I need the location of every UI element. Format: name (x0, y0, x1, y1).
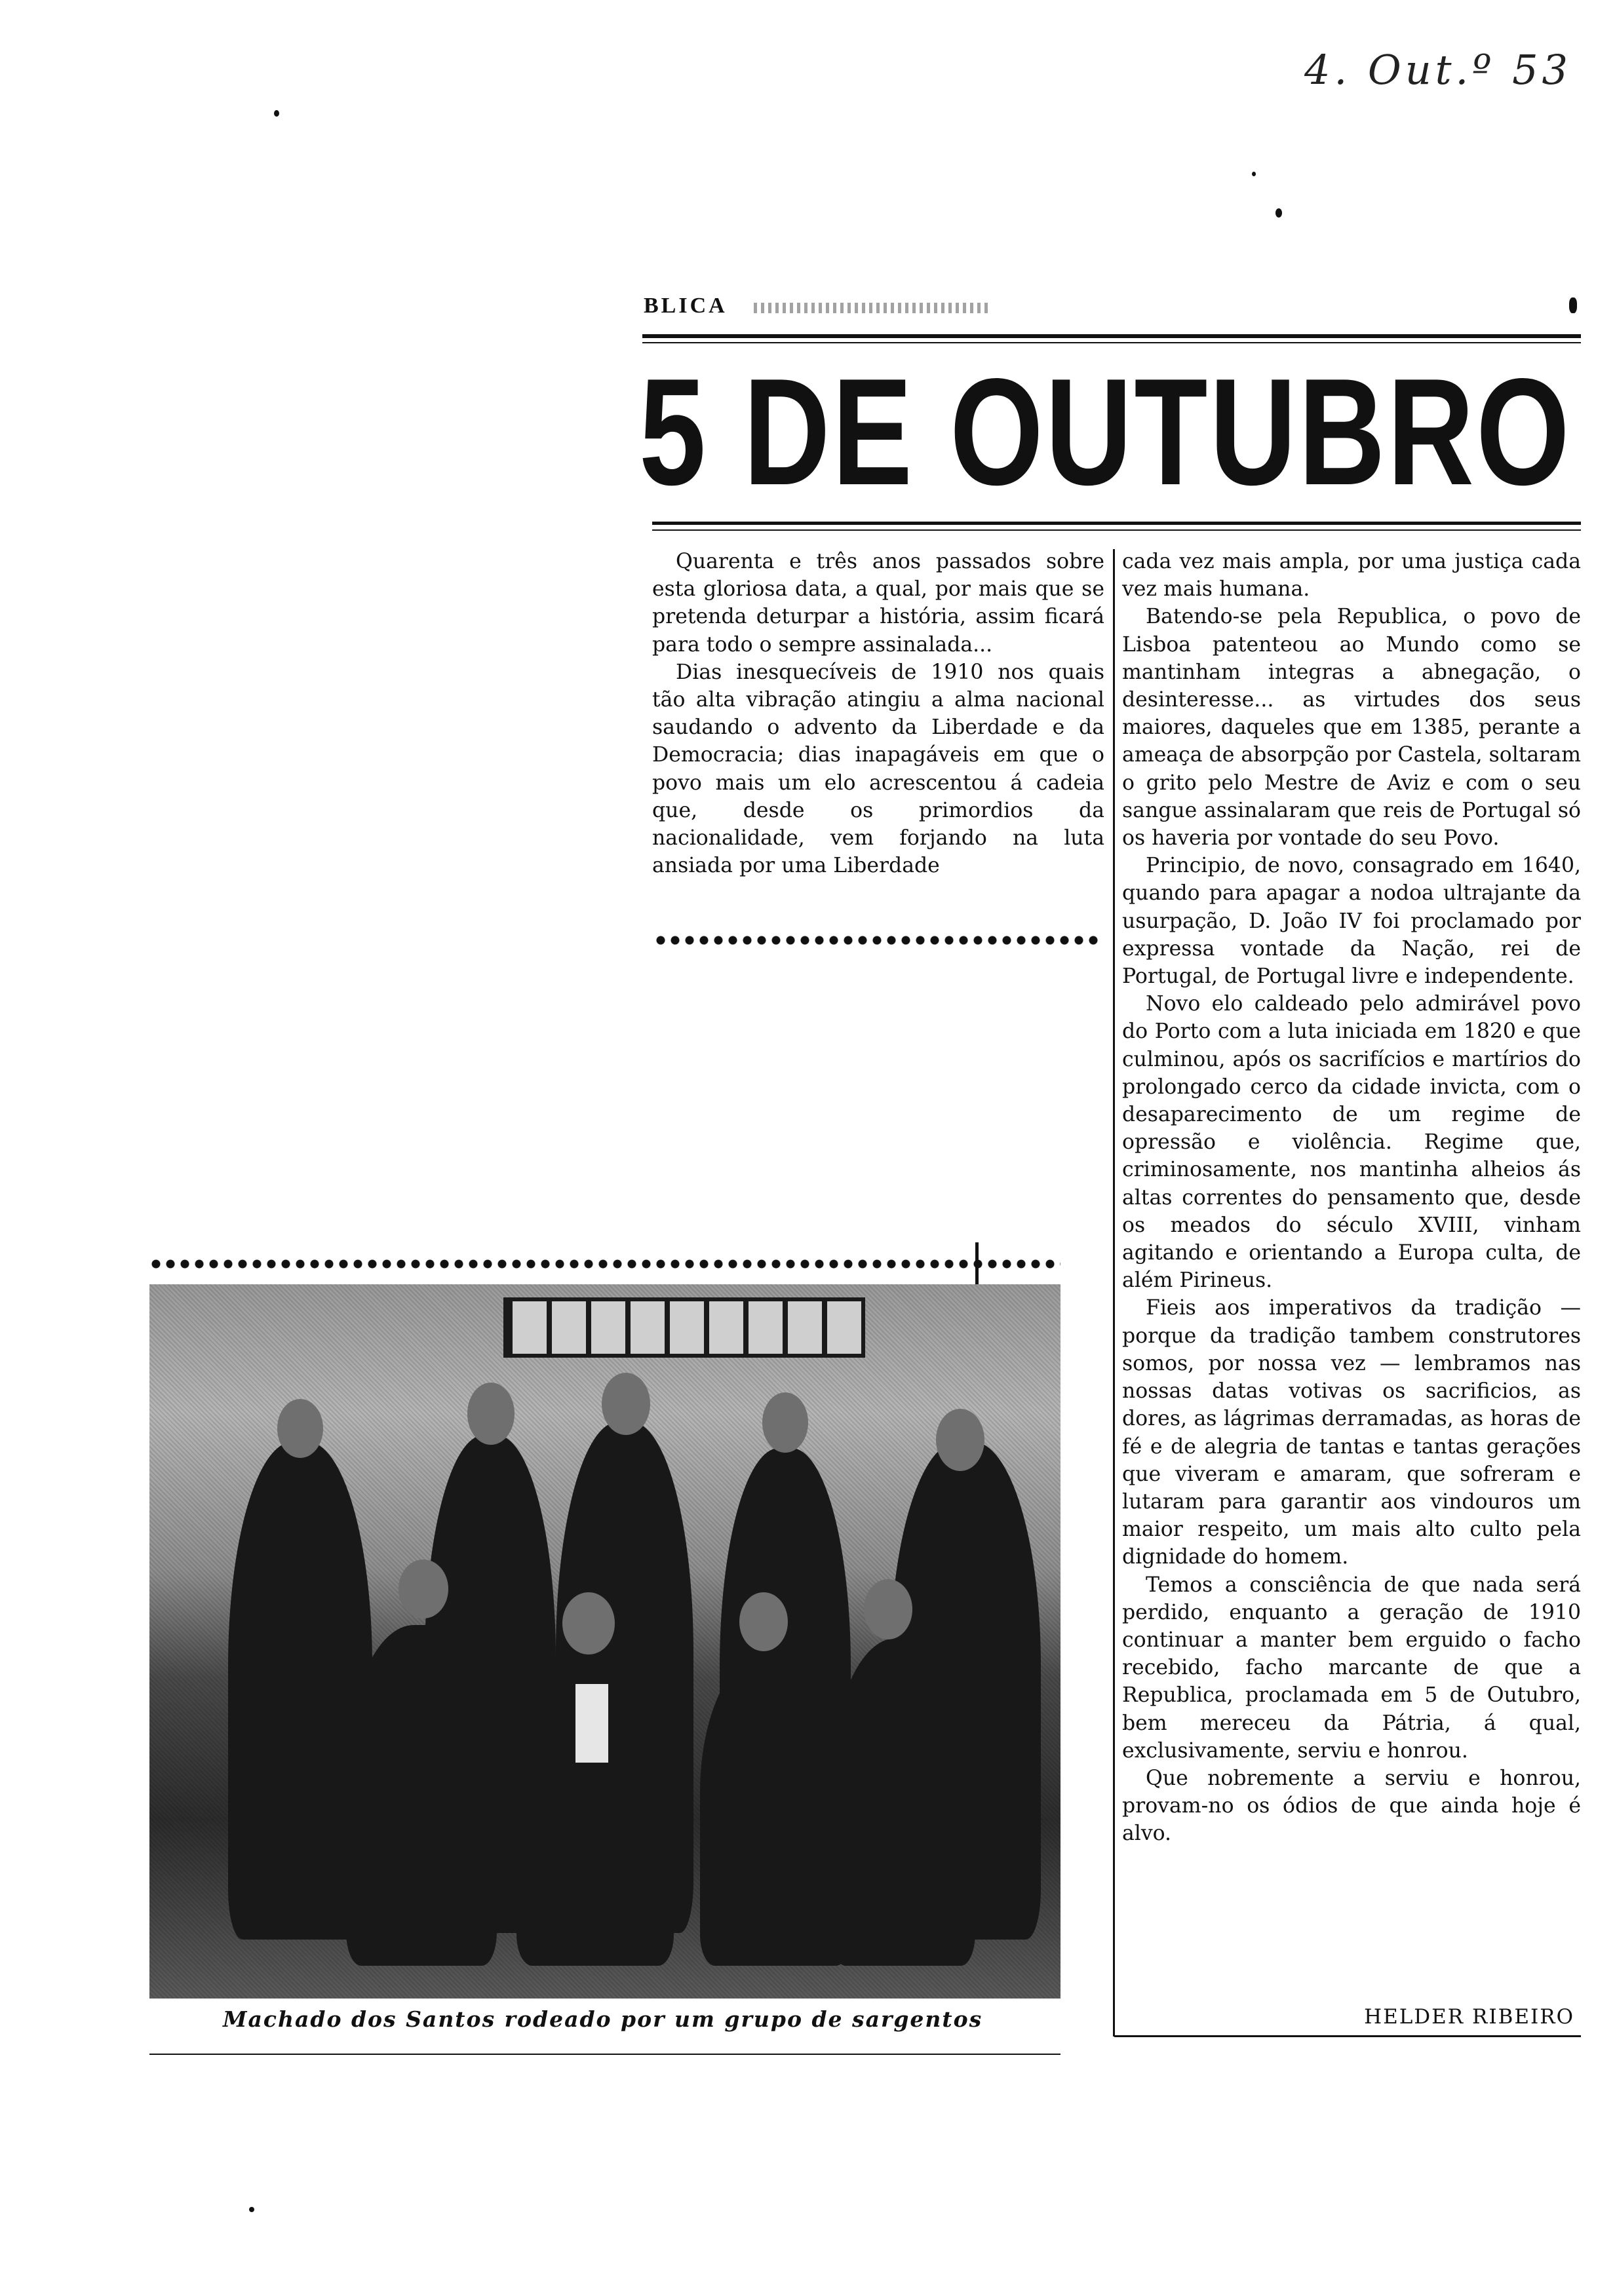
photo-head (562, 1592, 615, 1655)
article-paragraph: Batendo-se pela Republica, o povo de Lisboa patenteou ao Mundo como se mantinham integras a abnegação, o desinteresse... as virtudes dos seus maiores, daqueles que em 1385, perante a ameaça de absorpção por Castela, soltaram o grito pelo Mestre de Aviz e com o seu sangue assinalaram que reis de Portugal só os haveria por vontade do seu Povo. (1122, 605, 1581, 851)
signature-rule (1114, 2035, 1581, 2037)
ink-speck (1275, 208, 1282, 218)
photo-head (399, 1559, 448, 1618)
masthead-smudge (754, 303, 990, 313)
column-divider (1113, 549, 1115, 2037)
masthead (642, 294, 1580, 320)
photo-figure (346, 1625, 497, 1966)
ink-speck (1252, 172, 1256, 176)
photo-head (739, 1592, 788, 1651)
column-end-ornament (654, 936, 1100, 945)
article-paragraph: Que nobremente a serviu e honrou, provam-no os ódios de que ainda hoje é alvo. (1122, 1766, 1581, 1846)
article-paragraph: cada vez mais ampla, por uma justiça cada vez mais humana. (1122, 550, 1581, 602)
handwritten-date-note: 4. Out.º 53 (1304, 46, 1572, 94)
article-column-1 (652, 548, 1104, 879)
article-paragraph: Novo elo caldeado pelo admirável povo do Porto com a luta iniciada em 1820 e que culminou, após os sacrifícios e martírios do prolongado cerco da cidade invicta, com o desaparecimento de um regime de opressão e violência. Regime que, criminosamente, nos mantinha alheios ás altas correntes do pensamento que, desde os meados do século XVIII, vinham agitando e orientando a Europa culta, de além Pirineus. (1122, 992, 1581, 1293)
photo-caption: Machado dos Santos rodeado por um grupo de sargentos (223, 2006, 983, 2032)
photo-head (762, 1392, 808, 1453)
photo-head (936, 1409, 984, 1471)
photo-window (503, 1297, 865, 1358)
photo-head (602, 1373, 650, 1435)
headline: 5 DE OUTUBRO (639, 347, 1572, 517)
headline-rule (652, 522, 1581, 525)
top-rule-thin (642, 342, 1581, 343)
ink-blot (1569, 297, 1577, 313)
photo-head (864, 1579, 912, 1639)
article-paragraph: Temos a consciência de que nada será perdido, enquanto a geração de 1910 continuar a manter bem erguido o facho recebido, facho marcante de que a Republica, proclamada em 5 de Outubro, bem mereceu da Pátria, á qual, exclusivamente, serviu e honrou. (1122, 1573, 1581, 1763)
photo-shirt (575, 1684, 608, 1763)
article-paragraph: Fieis aos imperativos da tradição — porque da tradição tambem construtores somos, por nossa vez — lembramos nas nossas datas votivas os sacrificios, as dores, as lágrimas derramadas, as horas de fé e de alegria de tantas e tantas gerações que viveram e amaram, que sofreram e lutaram para garantir aos vindouros um maior respeito, um mais alto culto pela dignidade do homem. (1122, 1296, 1581, 1569)
photo-figure (831, 1638, 975, 1966)
caption-rule (149, 2054, 1060, 2055)
ink-speck (249, 2207, 254, 2212)
photo-head (467, 1383, 515, 1445)
headline-rule-thin (652, 529, 1581, 531)
photo-head (277, 1399, 323, 1458)
photo-figure (700, 1651, 851, 1966)
article-paragraph: Dias inesquecíveis de 1910 nos quais tão alta vibração atingiu a alma nacional saudando o advento da Liberdade e da Democracia; dias inapagáveis em que o povo mais um elo acrescentou á cadeia que, desde os primordios da nacionalidade, vem forjando na luta ansiada por uma Liberdade (652, 660, 1104, 878)
news-photo (149, 1284, 1060, 1999)
masthead-name: BLICA (644, 294, 728, 318)
top-rule (642, 334, 1581, 338)
article-signature: HELDER RIBEIRO (1364, 2005, 1574, 2029)
article-paragraph: Principio, de novo, consagrado em 1640, quando para apagar a nodoa ultrajante da usurpação, D. João IV foi proclamado por expressa vontade da Nação, rei de Portugal, de Portugal livre e independente. (1122, 854, 1581, 989)
ink-speck (274, 110, 279, 117)
photo-top-ornament (149, 1259, 1060, 1269)
article-column-2 (1122, 548, 1581, 1848)
article-paragraph: Quarenta e três anos passados sobre esta gloriosa data, a qual, por mais que se pretenda deturpar a história, assim ficará para todo o sempre assinalada... (652, 550, 1104, 657)
